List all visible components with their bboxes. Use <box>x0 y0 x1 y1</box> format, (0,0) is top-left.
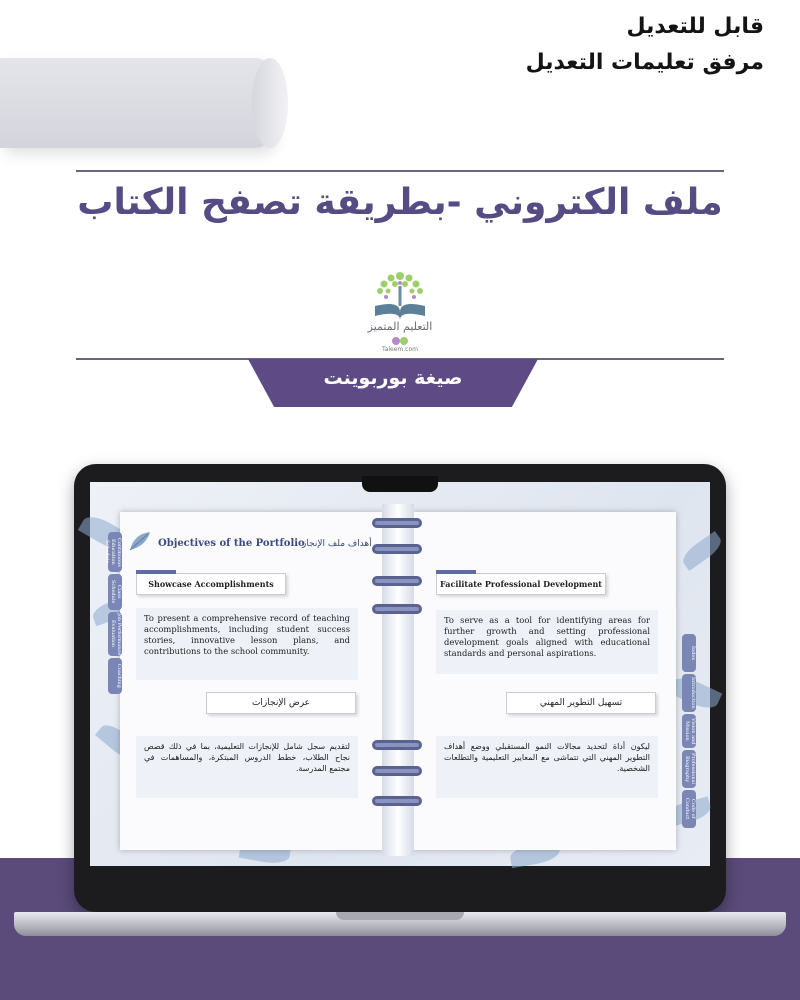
heading-stripe <box>436 570 476 574</box>
tab-code-of-conduct[interactable]: Code of Conduct <box>682 790 696 828</box>
showcase-text-en: To present a comprehensive record of teaching accomplishments, including student success stories, innovative lesson plans, and contributions to the school community. <box>136 608 358 680</box>
binder-ring <box>372 576 422 586</box>
showcase-heading <box>136 573 286 595</box>
tab-vision-mission[interactable]: Vision and Mission <box>682 714 696 748</box>
binder-ring <box>372 518 422 528</box>
professional-dev-heading-text: Facilitate Professional Development <box>440 579 602 589</box>
leaf-icon <box>128 530 152 552</box>
editable-badge <box>0 58 270 148</box>
badge-line-editable: قابل للتعديل <box>626 14 764 39</box>
showcase-heading-ar <box>206 692 356 714</box>
format-label: صيغة بوربوينت <box>323 367 463 389</box>
tab-coaching[interactable]: Coaching <box>108 658 122 694</box>
page-heading-ar: أهداف ملف الإنجاز <box>302 539 372 549</box>
badge-line-instructions: مرفق تعليمات التعديل <box>525 50 764 75</box>
logo-name: التعليم المتميز <box>367 320 433 333</box>
tab-continuous-education[interactable]: Continuous Education Schedule <box>108 532 122 572</box>
professional-dev-text-en: To serve as a tool for identifying areas for further growth and setting professional development goals aligned with educational standards and personal aspirations. <box>436 610 658 674</box>
laptop-screen <box>90 482 710 866</box>
page-heading-en: Objectives of the Portfolio <box>158 538 305 549</box>
tab-professional-biography[interactable]: Professional Biography <box>682 750 696 788</box>
tab-job-performance[interactable]: Job Performance Evaluation <box>110 612 122 656</box>
professional-dev-heading <box>436 573 606 595</box>
tab-index[interactable]: Index <box>682 634 696 672</box>
professional-dev-text-ar: ليكون أداة لتحديد مجالات النمو المستقبلي ووضع أهداف التطوير المهني التي تتماشى مع المعايير التعليمية والتطلعات الشخصية. <box>436 736 658 798</box>
tab-introduction[interactable]: Introduction <box>682 674 696 712</box>
showcase-heading-text: Showcase Accomplishments <box>148 579 274 589</box>
showcase-text-ar: لتقديم سجل شامل للإنجازات التعليمية، بما في ذلك قصص نجاح الطلاب، خطط الدروس المبتكرة، والمساهمات في مجتمع المدرسة. <box>136 736 358 798</box>
camera-notch <box>362 476 438 492</box>
binder-ring <box>372 604 422 614</box>
top-divider <box>76 170 724 172</box>
heading-stripe <box>136 570 176 574</box>
book-right-page <box>412 512 676 850</box>
binder-ring <box>372 544 422 554</box>
binder-ring <box>372 796 422 806</box>
logo-site: Taleem.com <box>382 346 418 353</box>
showcase-heading-ar-text: عرض الإنجازات <box>251 698 311 708</box>
professional-dev-heading-ar <box>506 692 656 714</box>
book-left-page <box>120 512 384 850</box>
tab-class-schedule[interactable]: Class Schedule <box>108 574 122 610</box>
professional-dev-heading-ar-text: تسهيل التطوير المهني <box>539 698 623 708</box>
logo-dots-icon <box>390 336 410 346</box>
binder-ring <box>372 740 422 750</box>
laptop-opening-notch <box>336 912 464 920</box>
page-title: ملف الكتروني -بطريقة تصفح الكتاب <box>77 182 723 223</box>
binder-ring <box>372 766 422 776</box>
